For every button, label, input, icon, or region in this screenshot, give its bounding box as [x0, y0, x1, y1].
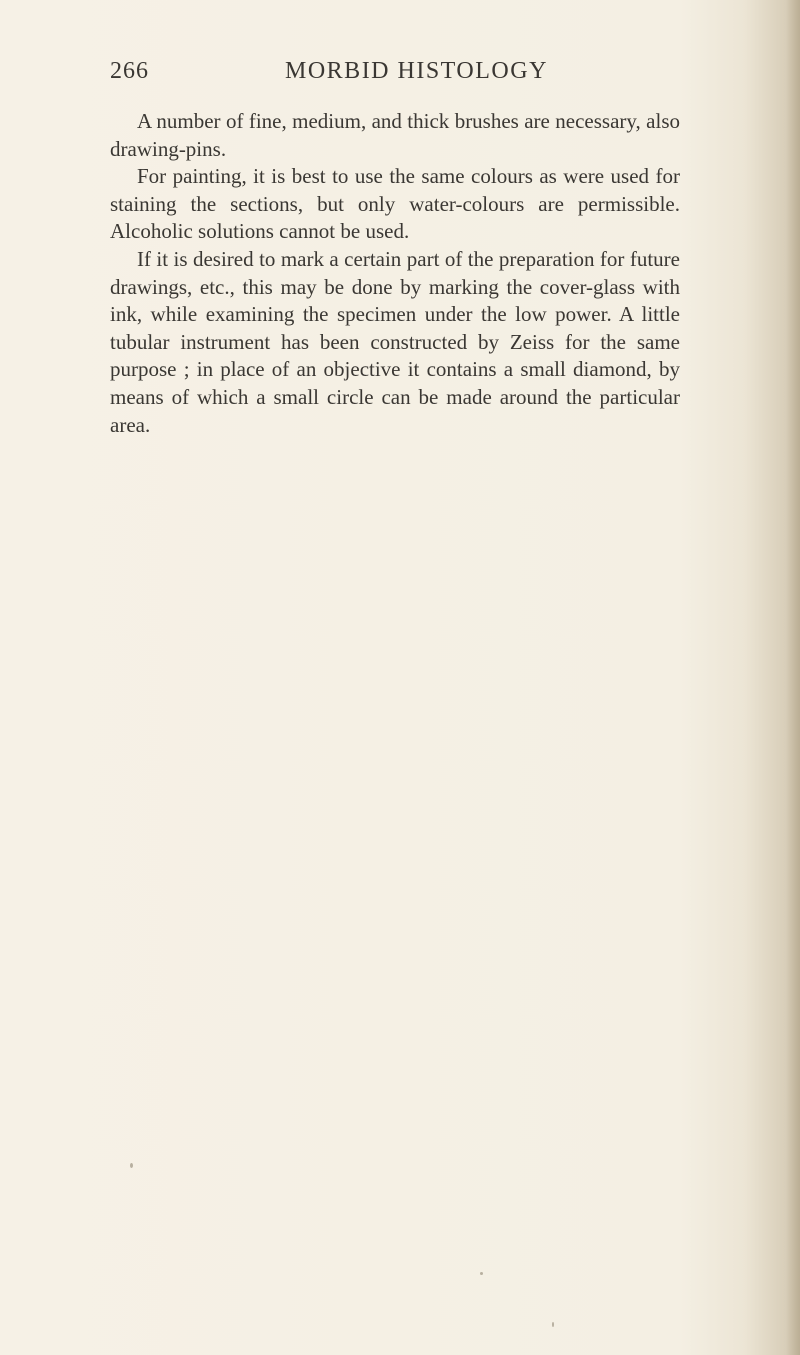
page-edge-shadow: [786, 0, 800, 1355]
body-text: [110, 108, 680, 439]
paper-speck: [480, 1272, 483, 1275]
paragraph-brushes: A number of fine, medium, and thick brushes are necessary, also drawing-pins.: [110, 109, 680, 161]
running-head: [110, 58, 680, 98]
paragraph-painting: For painting, it is best to use the same colours as were used for staining the sections, but only water-colours are permissible. Alcoholic solutions cannot be used.: [110, 164, 680, 244]
paper-speck: [130, 1163, 133, 1168]
paper-speck: [552, 1322, 554, 1327]
page-number: 266: [110, 58, 149, 84]
paragraph-marking: If it is desired to mark a certain part of the preparation for future drawings, etc., this may be done by marking the cover-glass with ink, while examining the specimen under the low power. A little tubular instrument has been constructed by Zeiss for the same purpose ; in place of an objective it contains a small diamond, by means of which a small circle can be made around the particular area.: [110, 246, 680, 437]
running-title: MORBID HISTOLOGY: [285, 58, 548, 84]
